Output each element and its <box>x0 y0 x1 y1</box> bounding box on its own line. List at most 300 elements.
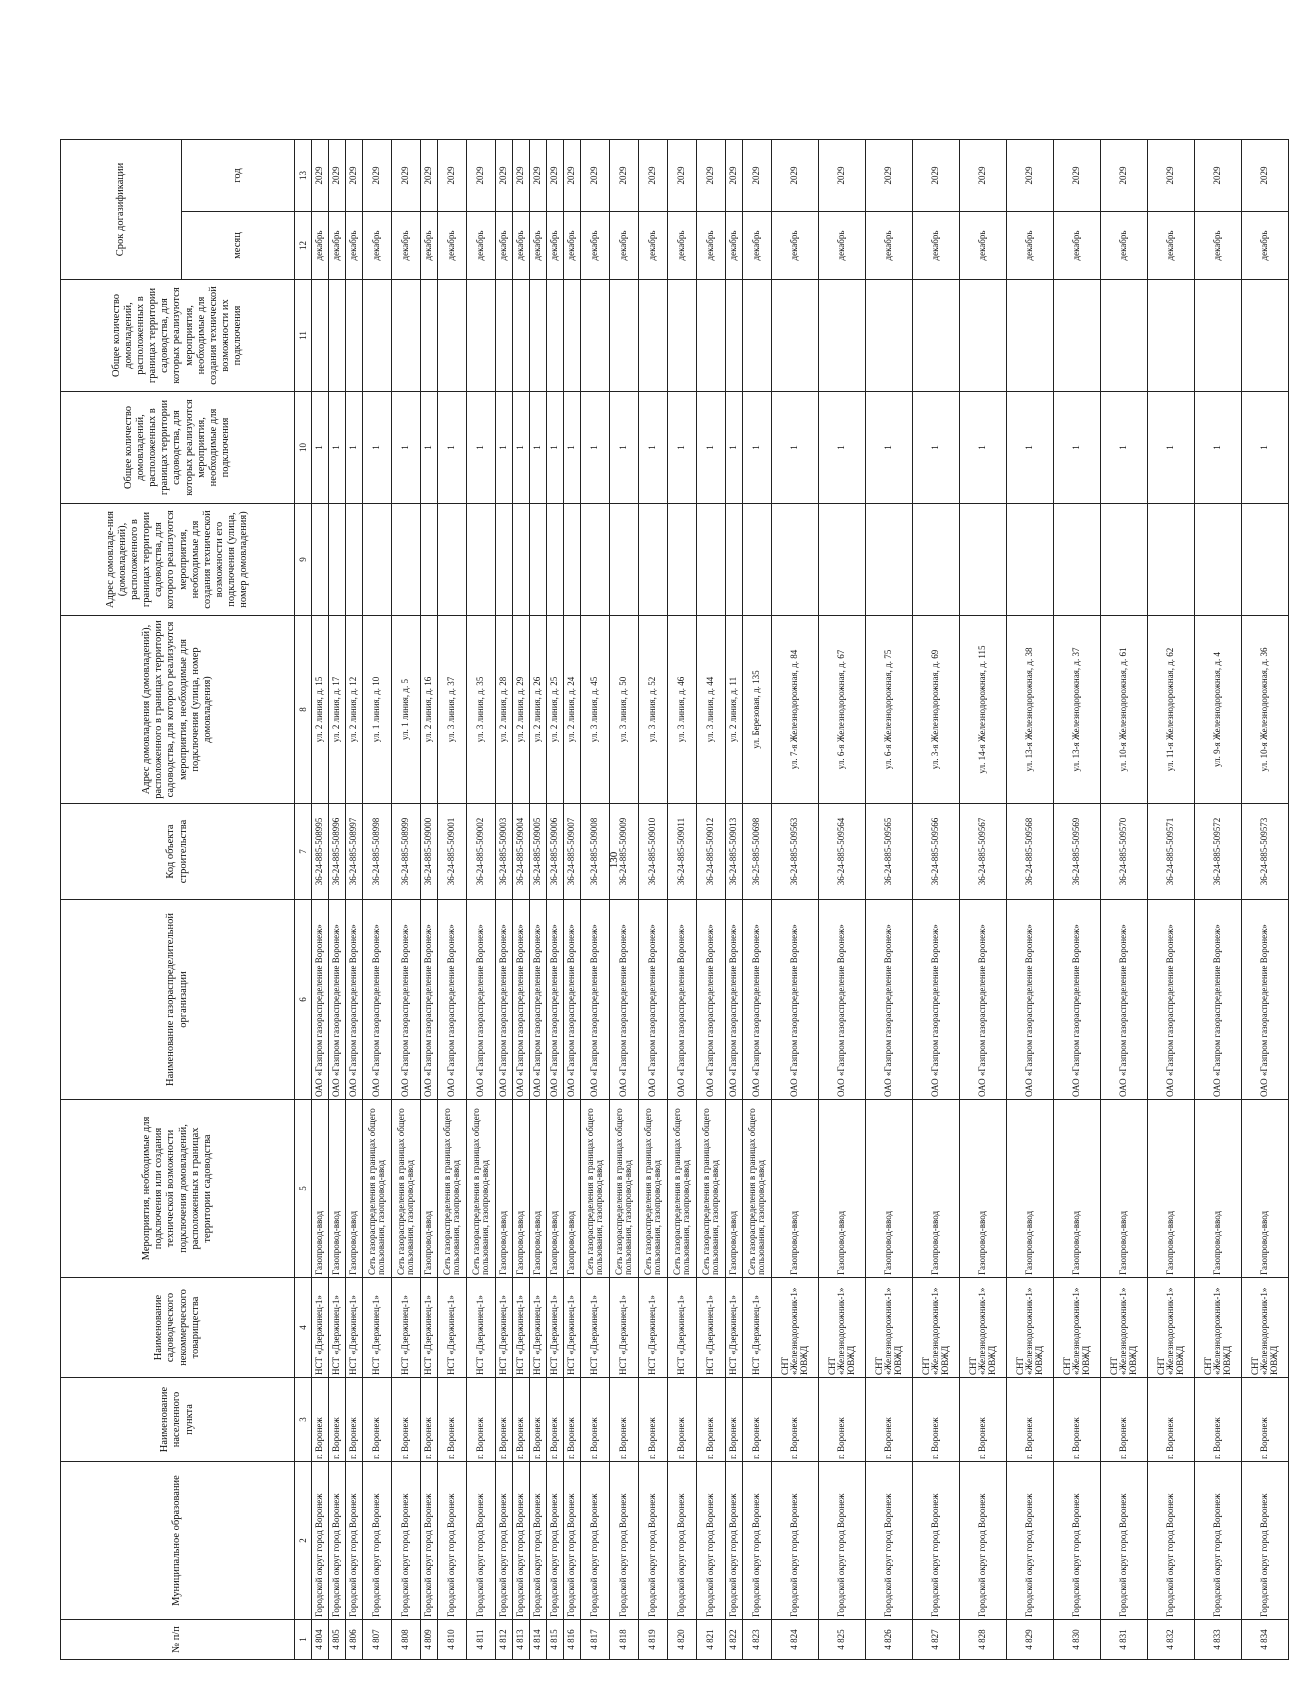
year-cell: 2029 <box>913 139 960 211</box>
year-cell: 2029 <box>421 139 438 211</box>
municipality-cell: Городской округ город Воронеж <box>392 1462 421 1620</box>
address-cell: ул. 3 линия, д. 45 <box>581 616 610 804</box>
code-cell: 36-24-885-509568 <box>1007 804 1054 900</box>
municipality-cell: Городской округ город Воронеж <box>819 1462 866 1620</box>
table-row <box>697 139 726 1659</box>
table-row <box>726 139 743 1659</box>
table-row <box>819 139 866 1659</box>
org-cell: ОАО «Газпром газораспределение Воронеж» <box>697 900 726 1100</box>
row-number: 4 808 <box>392 1620 421 1660</box>
month-cell: декабрь <box>392 212 421 280</box>
row-number: 4 826 <box>866 1620 913 1660</box>
month-cell: декабрь <box>697 212 726 280</box>
row-number: 4 832 <box>1148 1620 1195 1660</box>
code-cell: 36-24-885-509004 <box>513 804 530 900</box>
address-cell: ул. 11-я Железнодорожная, д. 62 <box>1148 616 1195 804</box>
address-tech-cell <box>866 504 913 616</box>
address-tech-cell <box>513 504 530 616</box>
municipality-cell: Городской округ город Воронеж <box>1101 1462 1148 1620</box>
org-cell: ОАО «Газпром газораспределение Воронеж» <box>329 900 346 1100</box>
municipality-cell: Городской округ город Воронеж <box>513 1462 530 1620</box>
measures-cell: Сеть газораспределения в границах общего пользования, газопровод-ввод <box>610 1100 639 1278</box>
measures-cell: Газопровод-ввод <box>772 1100 819 1278</box>
code-cell: 36-24-885-509569 <box>1054 804 1101 900</box>
code-cell: 36-24-885-509564 <box>819 804 866 900</box>
partnership-cell: НСТ «Дзержинец-1» <box>639 1278 668 1378</box>
partnership-cell: НСТ «Дзержинец-1» <box>392 1278 421 1378</box>
address-cell: ул. 13-я Железнодорожная, д. 38 <box>1007 616 1054 804</box>
partnership-cell: НСТ «Дзержинец-1» <box>743 1278 772 1378</box>
count-conn-cell: 1 <box>1195 392 1242 504</box>
count-conn-cell: 1 <box>668 392 697 504</box>
org-cell: ОАО «Газпром газораспределение Воронеж» <box>513 900 530 1100</box>
org-cell: ОАО «Газпром газораспределение Воронеж» <box>547 900 564 1100</box>
measures-cell: Газопровод-ввод <box>530 1100 547 1278</box>
year-cell: 2029 <box>547 139 564 211</box>
partnership-cell: НСТ «Дзержинец-1» <box>547 1278 564 1378</box>
measures-cell: Сеть газораспределения в границах общего пользования, газопровод-ввод <box>438 1100 467 1278</box>
address-cell: ул. 2 линия, д. 25 <box>547 616 564 804</box>
year-cell: 2029 <box>772 139 819 211</box>
measures-cell: Газопровод-ввод <box>1148 1100 1195 1278</box>
column-index-cell: 7 <box>295 804 312 900</box>
address-cell: ул. 10-я Железнодорожная, д. 61 <box>1101 616 1148 804</box>
municipality-cell: Городской округ город Воронеж <box>421 1462 438 1620</box>
row-number: 4 812 <box>496 1620 513 1660</box>
count-conn-cell: 1 <box>960 392 1007 504</box>
address-cell: ул. 3 линия, д. 52 <box>639 616 668 804</box>
month-cell: декабрь <box>1148 212 1195 280</box>
address-tech-cell <box>1007 504 1054 616</box>
code-cell: 36-24-885-509000 <box>421 804 438 900</box>
org-cell: ОАО «Газпром газораспределение Воронеж» <box>610 900 639 1100</box>
table-body <box>312 139 1289 1659</box>
table-row <box>960 139 1007 1659</box>
address-tech-cell <box>392 504 421 616</box>
measures-cell: Газопровод-ввод <box>1242 1100 1289 1278</box>
org-cell: ОАО «Газпром газораспределение Воронеж» <box>421 900 438 1100</box>
count-tech-cell <box>513 280 530 392</box>
measures-cell: Газопровод-ввод <box>1101 1100 1148 1278</box>
address-cell: ул. 3 линия, д. 35 <box>467 616 496 804</box>
count-tech-cell <box>772 280 819 392</box>
address-tech-cell <box>312 504 329 616</box>
settlement-cell: г. Воронеж <box>772 1378 819 1462</box>
org-cell: ОАО «Газпром газораспределение Воронеж» <box>726 900 743 1100</box>
settlement-cell: г. Воронеж <box>1007 1378 1054 1462</box>
address-tech-cell <box>726 504 743 616</box>
month-cell: декабрь <box>819 212 866 280</box>
partnership-cell: СНТ «Железнодорожник-1» ЮВЖД <box>1242 1278 1289 1378</box>
count-conn-cell: 1 <box>312 392 329 504</box>
column-index-cell: 11 <box>295 280 312 392</box>
address-cell: ул. 3 линия, д. 37 <box>438 616 467 804</box>
table-row <box>1054 139 1101 1659</box>
count-conn-cell: 1 <box>772 392 819 504</box>
column-index-cell: 3 <box>295 1378 312 1462</box>
municipality-cell: Городской округ город Воронеж <box>913 1462 960 1620</box>
table-row <box>329 139 346 1659</box>
code-cell: 36-24-885-508996 <box>329 804 346 900</box>
settlement-cell: г. Воронеж <box>438 1378 467 1462</box>
header-num: № п/п <box>61 1620 295 1660</box>
count-tech-cell <box>960 280 1007 392</box>
table-row <box>496 139 513 1659</box>
measures-cell: Газопровод-ввод <box>819 1100 866 1278</box>
address-tech-cell <box>346 504 363 616</box>
column-index-row <box>295 139 312 1659</box>
header-org: Наименование газораспределительной организации <box>61 900 295 1100</box>
count-tech-cell <box>1195 280 1242 392</box>
settlement-cell: г. Воронеж <box>960 1378 1007 1462</box>
municipality-cell: Городской округ город Воронеж <box>564 1462 581 1620</box>
code-cell: 36-24-885-509008 <box>581 804 610 900</box>
org-cell: ОАО «Газпром газораспределение Воронеж» <box>866 900 913 1100</box>
measures-cell: Газопровод-ввод <box>866 1100 913 1278</box>
settlement-cell: г. Воронеж <box>467 1378 496 1462</box>
address-tech-cell <box>564 504 581 616</box>
row-number: 4 813 <box>513 1620 530 1660</box>
org-cell: ОАО «Газпром газораспределение Воронеж» <box>960 900 1007 1100</box>
row-number: 4 805 <box>329 1620 346 1660</box>
partnership-cell: СНТ «Железнодорожник-1» ЮВЖД <box>1007 1278 1054 1378</box>
address-tech-cell <box>1242 504 1289 616</box>
row-number: 4 822 <box>726 1620 743 1660</box>
settlement-cell: г. Воронеж <box>743 1378 772 1462</box>
column-index-cell: 1 <box>295 1620 312 1660</box>
partnership-cell: НСТ «Дзержинец-1» <box>581 1278 610 1378</box>
partnership-cell: НСТ «Дзержинец-1» <box>668 1278 697 1378</box>
municipality-cell: Городской округ город Воронеж <box>467 1462 496 1620</box>
year-cell: 2029 <box>1242 139 1289 211</box>
row-number: 4 825 <box>819 1620 866 1660</box>
municipality-cell: Городской округ город Воронеж <box>726 1462 743 1620</box>
count-tech-cell <box>581 280 610 392</box>
measures-cell: Газопровод-ввод <box>1007 1100 1054 1278</box>
count-conn-cell: 1 <box>866 392 913 504</box>
code-cell: 36-24-885-509570 <box>1101 804 1148 900</box>
year-cell: 2029 <box>697 139 726 211</box>
count-tech-cell <box>467 280 496 392</box>
code-cell: 36-24-885-508995 <box>312 804 329 900</box>
municipality-cell: Городской округ город Воронеж <box>697 1462 726 1620</box>
org-cell: ОАО «Газпром газораспределение Воронеж» <box>668 900 697 1100</box>
month-cell: декабрь <box>668 212 697 280</box>
municipality-cell: Городской округ город Воронеж <box>743 1462 772 1620</box>
month-cell: декабрь <box>421 212 438 280</box>
settlement-cell: г. Воронеж <box>913 1378 960 1462</box>
code-cell: 36-24-885-509563 <box>772 804 819 900</box>
address-cell: ул. 2 линия, д. 26 <box>530 616 547 804</box>
settlement-cell: г. Воронеж <box>564 1378 581 1462</box>
header-count-tech: Общее количество домовладений, расположенных в границах территории садоводства, для которых реализуются мероприятия, необходимые для создания технической возможности их подключения <box>61 280 295 392</box>
row-number: 4 809 <box>421 1620 438 1660</box>
year-cell: 2029 <box>743 139 772 211</box>
year-cell: 2029 <box>610 139 639 211</box>
count-conn-cell: 1 <box>438 392 467 504</box>
partnership-cell: НСТ «Дзержинец-1» <box>438 1278 467 1378</box>
row-number: 4 804 <box>312 1620 329 1660</box>
measures-cell: Сеть газораспределения в границах общего пользования, газопровод-ввод <box>581 1100 610 1278</box>
year-cell: 2029 <box>513 139 530 211</box>
year-cell: 2029 <box>1195 139 1242 211</box>
count-tech-cell <box>639 280 668 392</box>
month-cell: декабрь <box>312 212 329 280</box>
table-row <box>610 139 639 1659</box>
municipality-cell: Городской округ город Воронеж <box>438 1462 467 1620</box>
month-cell: декабрь <box>639 212 668 280</box>
code-cell: 36-24-885-509571 <box>1148 804 1195 900</box>
partnership-cell: СНТ «Железнодорожник-1» ЮВЖД <box>960 1278 1007 1378</box>
code-cell: 36-24-885-509011 <box>668 804 697 900</box>
row-number: 4 816 <box>564 1620 581 1660</box>
settlement-cell: г. Воронеж <box>819 1378 866 1462</box>
count-conn-cell: 1 <box>819 392 866 504</box>
partnership-cell: СНТ «Железнодорожник-1» ЮВЖД <box>1148 1278 1195 1378</box>
address-tech-cell <box>772 504 819 616</box>
code-cell: 36-24-885-509573 <box>1242 804 1289 900</box>
municipality-cell: Городской округ город Воронеж <box>496 1462 513 1620</box>
count-tech-cell <box>438 280 467 392</box>
count-tech-cell <box>496 280 513 392</box>
address-cell: ул. 2 линия, д. 16 <box>421 616 438 804</box>
code-cell: 36-24-885-509566 <box>913 804 960 900</box>
measures-cell: Газопровод-ввод <box>913 1100 960 1278</box>
year-cell: 2029 <box>668 139 697 211</box>
column-index-cell: 9 <box>295 504 312 616</box>
org-cell: ОАО «Газпром газораспределение Воронеж» <box>772 900 819 1100</box>
count-conn-cell: 1 <box>1148 392 1195 504</box>
month-cell: декабрь <box>530 212 547 280</box>
year-cell: 2029 <box>960 139 1007 211</box>
address-tech-cell <box>668 504 697 616</box>
settlement-cell: г. Воронеж <box>312 1378 329 1462</box>
municipality-cell: Городской округ город Воронеж <box>1148 1462 1195 1620</box>
measures-cell: Газопровод-ввод <box>1054 1100 1101 1278</box>
count-conn-cell: 1 <box>513 392 530 504</box>
month-cell: декабрь <box>1101 212 1148 280</box>
measures-cell: Газопровод-ввод <box>346 1100 363 1278</box>
row-number: 4 831 <box>1101 1620 1148 1660</box>
measures-cell: Газопровод-ввод <box>421 1100 438 1278</box>
address-cell: ул. 6-я Железнодорожная, д. 67 <box>819 616 866 804</box>
measures-cell: Сеть газораспределения в границах общего пользования, газопровод-ввод <box>639 1100 668 1278</box>
org-cell: ОАО «Газпром газораспределение Воронеж» <box>496 900 513 1100</box>
code-cell: 36-24-885-509013 <box>726 804 743 900</box>
row-number: 4 819 <box>639 1620 668 1660</box>
count-conn-cell: 1 <box>1101 392 1148 504</box>
partnership-cell: СНТ «Железнодорожник-1» ЮВЖД <box>1101 1278 1148 1378</box>
org-cell: ОАО «Газпром газораспределение Воронеж» <box>346 900 363 1100</box>
month-cell: декабрь <box>610 212 639 280</box>
count-tech-cell <box>819 280 866 392</box>
org-cell: ОАО «Газпром газораспределение Воронеж» <box>438 900 467 1100</box>
year-cell: 2029 <box>819 139 866 211</box>
count-tech-cell <box>530 280 547 392</box>
count-tech-cell <box>363 280 392 392</box>
table-row <box>346 139 363 1659</box>
partnership-cell: НСТ «Дзержинец-1» <box>496 1278 513 1378</box>
address-cell: ул. Березовая, д. 135 <box>743 616 772 804</box>
column-index-cell: 2 <box>295 1462 312 1620</box>
month-cell: декабрь <box>467 212 496 280</box>
year-cell: 2029 <box>329 139 346 211</box>
municipality-cell: Городской округ город Воронеж <box>610 1462 639 1620</box>
measures-cell: Газопровод-ввод <box>960 1100 1007 1278</box>
settlement-cell: г. Воронеж <box>610 1378 639 1462</box>
count-conn-cell: 1 <box>346 392 363 504</box>
partnership-cell: НСТ «Дзержинец-1» <box>726 1278 743 1378</box>
count-tech-cell <box>1007 280 1054 392</box>
year-cell: 2029 <box>496 139 513 211</box>
count-tech-cell <box>329 280 346 392</box>
table-row <box>547 139 564 1659</box>
address-cell: ул. 2 линия, д. 11 <box>726 616 743 804</box>
settlement-cell: г. Воронеж <box>1148 1378 1195 1462</box>
count-conn-cell: 1 <box>363 392 392 504</box>
measures-cell: Сеть газораспределения в границах общего пользования, газопровод-ввод <box>363 1100 392 1278</box>
count-conn-cell: 1 <box>421 392 438 504</box>
settlement-cell: г. Воронеж <box>1054 1378 1101 1462</box>
count-tech-cell <box>547 280 564 392</box>
column-index-cell: 13 <box>295 139 312 211</box>
year-cell: 2029 <box>639 139 668 211</box>
address-tech-cell <box>913 504 960 616</box>
count-conn-cell: 1 <box>726 392 743 504</box>
partnership-cell: НСТ «Дзержинец-1» <box>513 1278 530 1378</box>
column-index-cell: 8 <box>295 616 312 804</box>
measures-cell: Газопровод-ввод <box>564 1100 581 1278</box>
settlement-cell: г. Воронеж <box>421 1378 438 1462</box>
municipality-cell: Городской округ город Воронеж <box>668 1462 697 1620</box>
partnership-cell: НСТ «Дзержинец-1» <box>564 1278 581 1378</box>
org-cell: ОАО «Газпром газораспределение Воронеж» <box>530 900 547 1100</box>
month-cell: декабрь <box>329 212 346 280</box>
address-cell: ул. 2 линия, д. 24 <box>564 616 581 804</box>
table-row <box>392 139 421 1659</box>
settlement-cell: г. Воронеж <box>547 1378 564 1462</box>
partnership-cell: НСТ «Дзержинец-1» <box>530 1278 547 1378</box>
header-year: год <box>182 139 295 211</box>
code-cell: 36-24-885-509006 <box>547 804 564 900</box>
code-cell: 36-24-885-509010 <box>639 804 668 900</box>
row-number: 4 834 <box>1242 1620 1289 1660</box>
address-tech-cell <box>639 504 668 616</box>
table-row <box>530 139 547 1659</box>
org-cell: ОАО «Газпром газораспределение Воронеж» <box>564 900 581 1100</box>
row-number: 4 814 <box>530 1620 547 1660</box>
count-tech-cell <box>743 280 772 392</box>
count-conn-cell: 1 <box>697 392 726 504</box>
year-cell: 2029 <box>467 139 496 211</box>
municipality-cell: Городской округ город Воронеж <box>547 1462 564 1620</box>
address-tech-cell <box>960 504 1007 616</box>
table-row <box>743 139 772 1659</box>
address-cell: ул. 3 линия, д. 46 <box>668 616 697 804</box>
month-cell: декабрь <box>1054 212 1101 280</box>
table-row <box>1148 139 1195 1659</box>
year-cell: 2029 <box>564 139 581 211</box>
month-cell: декабрь <box>547 212 564 280</box>
month-cell: декабрь <box>363 212 392 280</box>
address-tech-cell <box>530 504 547 616</box>
month-cell: декабрь <box>1242 212 1289 280</box>
table-row <box>564 139 581 1659</box>
table-row <box>639 139 668 1659</box>
table-row <box>1007 139 1054 1659</box>
org-cell: ОАО «Газпром газораспределение Воронеж» <box>467 900 496 1100</box>
month-cell: декабрь <box>913 212 960 280</box>
municipality-cell: Городской округ город Воронеж <box>1242 1462 1289 1620</box>
settlement-cell: г. Воронеж <box>530 1378 547 1462</box>
header-address: Адрес домовладения (домовладений), расположенного в границах территории садоводства, для которого реализуются мероприятия, необходимые для подключения (улица, номер домовладения) <box>61 616 295 804</box>
municipality-cell: Городской округ город Воронеж <box>530 1462 547 1620</box>
address-cell: ул. 9-я Железнодорожная, д. 4 <box>1195 616 1242 804</box>
count-tech-cell <box>1101 280 1148 392</box>
header-municipality: Муниципальное образование <box>61 1462 295 1620</box>
partnership-cell: НСТ «Дзержинец-1» <box>363 1278 392 1378</box>
table-row <box>363 139 392 1659</box>
code-cell: 36-24-885-509007 <box>564 804 581 900</box>
year-cell: 2029 <box>346 139 363 211</box>
header-measures: Мероприятия, необходимые для подключения или создания технической возможности подключения домовладений, расположенных в границах территории садоводства <box>61 1100 295 1278</box>
address-cell: ул. 3-я Железнодорожная, д. 69 <box>913 616 960 804</box>
row-number: 4 811 <box>467 1620 496 1660</box>
code-cell: 36-24-885-509565 <box>866 804 913 900</box>
column-index-cell: 12 <box>295 212 312 280</box>
partnership-cell: СНТ «Железнодорожник-1» ЮВЖД <box>819 1278 866 1378</box>
count-tech-cell <box>610 280 639 392</box>
month-cell: декабрь <box>496 212 513 280</box>
address-tech-cell <box>697 504 726 616</box>
municipality-cell: Городской округ город Воронеж <box>312 1462 329 1620</box>
partnership-cell: НСТ «Дзержинец-1» <box>697 1278 726 1378</box>
month-cell: декабрь <box>438 212 467 280</box>
rotated-table-wrapper <box>60 140 1279 1660</box>
partnership-cell: СНТ «Железнодорожник-1» ЮВЖД <box>1054 1278 1101 1378</box>
org-cell: ОАО «Газпром газораспределение Воронеж» <box>1242 900 1289 1100</box>
year-cell: 2029 <box>1007 139 1054 211</box>
address-tech-cell <box>421 504 438 616</box>
count-tech-cell <box>421 280 438 392</box>
measures-cell: Газопровод-ввод <box>547 1100 564 1278</box>
count-tech-cell <box>913 280 960 392</box>
settlement-cell: г. Воронеж <box>329 1378 346 1462</box>
address-cell: ул. 7-я Железнодорожная, д. 84 <box>772 616 819 804</box>
municipality-cell: Городской округ город Воронеж <box>581 1462 610 1620</box>
settlement-cell: г. Воронеж <box>1242 1378 1289 1462</box>
address-cell: ул. 1 линия, д. 10 <box>363 616 392 804</box>
measures-cell: Сеть газораспределения в границах общего пользования, газопровод-ввод <box>697 1100 726 1278</box>
year-cell: 2029 <box>581 139 610 211</box>
org-cell: ОАО «Газпром газораспределение Воронеж» <box>392 900 421 1100</box>
settlement-cell: г. Воронеж <box>668 1378 697 1462</box>
count-tech-cell <box>392 280 421 392</box>
measures-cell: Газопровод-ввод <box>1195 1100 1242 1278</box>
address-tech-cell <box>1195 504 1242 616</box>
month-cell: декабрь <box>866 212 913 280</box>
table-row <box>438 139 467 1659</box>
settlement-cell: г. Воронеж <box>726 1378 743 1462</box>
address-tech-cell <box>610 504 639 616</box>
address-cell: ул. 3 линия, д. 44 <box>697 616 726 804</box>
count-conn-cell: 1 <box>547 392 564 504</box>
address-cell: ул. 2 линия, д. 12 <box>346 616 363 804</box>
count-tech-cell <box>1054 280 1101 392</box>
count-conn-cell: 1 <box>496 392 513 504</box>
measures-cell: Сеть газораспределения в границах общего пользования, газопровод-ввод <box>668 1100 697 1278</box>
address-tech-cell <box>1101 504 1148 616</box>
